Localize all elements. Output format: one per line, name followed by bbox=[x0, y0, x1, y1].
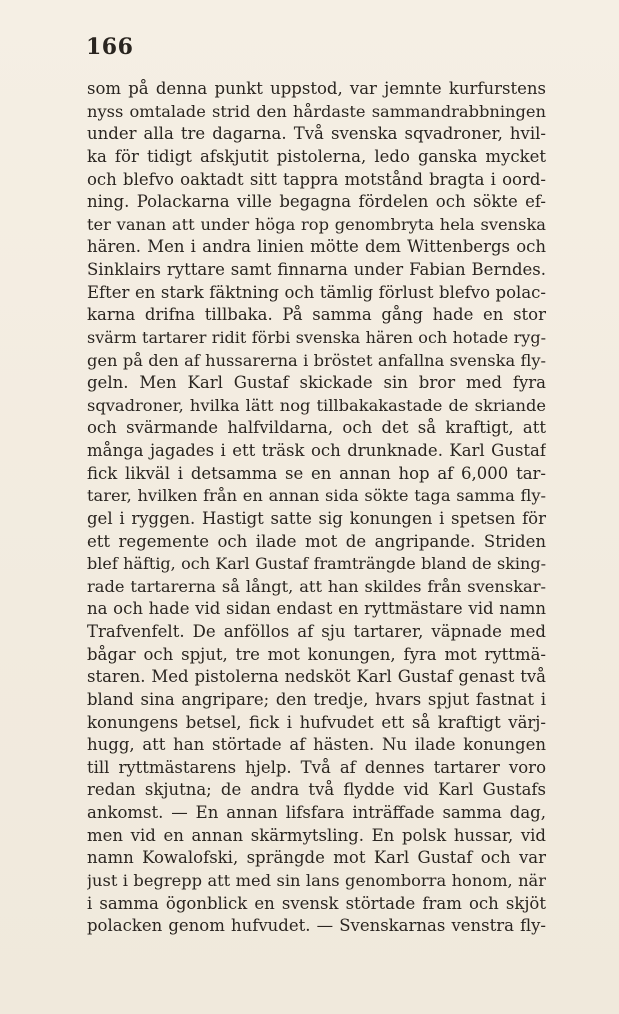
text-line: namn Kowalofski, sprängde mot Karl Gustaf och var bbox=[87, 848, 546, 868]
text-line: ett regemente och ilade mot de angripande. Striden bbox=[87, 531, 546, 551]
text-line: Sinklairs ryttare samt finnarna under Fabian Berndes. bbox=[87, 260, 546, 279]
text-line: och svärmande halfvildarna, och det så kraftigt, att bbox=[87, 418, 546, 438]
text-line: tarer, hvilken från en annan sida sökte taga samma fly- bbox=[87, 486, 546, 506]
text-line: som på denna punkt uppstod, var jemnte kurfurstens bbox=[87, 79, 546, 98]
text-line: ka för tidigt afskjutit pistolerna, ledo ganska mycket bbox=[87, 146, 546, 166]
text-line: svärm tartarer ridit förbi svenska hären och hotade ryg- bbox=[87, 327, 546, 347]
text-line: konungens betsel, fick i hufvudet ett så kraftigt värj- bbox=[87, 712, 546, 732]
text-line: polacken genom hufvudet. — Svenskarnas venstra fly- bbox=[87, 916, 546, 936]
text-line: Efter en stark fäktning och tämlig förlust blefvo polac- bbox=[87, 282, 546, 302]
page-number: 166 bbox=[86, 34, 134, 60]
text-line: bågar och spjut, tre mot konungen, fyra mot ryttmä- bbox=[87, 644, 546, 664]
text-line: och blefvo oaktadt sitt tappra motstånd bragta i oord- bbox=[87, 169, 546, 189]
text-line: nyss omtalade strid den hårdaste sammandrabbningen bbox=[87, 101, 546, 121]
text-line: sqvadroner, hvilka lätt nog tillbakakastade de skriande bbox=[87, 395, 546, 415]
text-line: just i begrepp att med sin lans genomborra honom, när bbox=[87, 870, 546, 890]
text-line: till ryttmästarens hjelp. Två af dennes tartarer voro bbox=[87, 757, 546, 777]
text-line: rade tartarerna så långt, att han skildes från svenskar- bbox=[87, 576, 546, 596]
text-line: men vid en annan skärmytsling. En polsk hussar, vid bbox=[87, 825, 546, 845]
text-line: många jagades i ett träsk och drunknade. Karl Gustaf bbox=[87, 441, 546, 460]
text-line: karna drifna tillbaka. På samma gång hade en stor bbox=[87, 305, 546, 325]
text-line: i samma ögonblick en svensk störtade fram och skjöt bbox=[87, 893, 546, 913]
text-line: under alla tre dagarna. Två svenska sqvadroner, hvil- bbox=[87, 124, 546, 144]
text-line: na och hade vid sidan endast en ryttmästare vid namn bbox=[87, 599, 546, 619]
text-line: gen på den af hussarerna i bröstet anfallna svenska fly- bbox=[87, 350, 546, 370]
text-line: ter vanan att under höga rop genombryta hela svenska bbox=[87, 214, 546, 234]
text-line: ankomst. — En annan lifsfara inträffade samma dag, bbox=[87, 803, 546, 822]
text-line: staren. Med pistolerna nedsköt Karl Gustaf genast två bbox=[87, 667, 546, 687]
text-line: ning. Polackarna ville begagna fördelen och sökte ef- bbox=[87, 192, 546, 212]
text-line: blef häftig, och Karl Gustaf framträngde bland de sking- bbox=[87, 554, 546, 574]
text-line: hugg, att han störtade af hästen. Nu ilade konungen bbox=[87, 735, 546, 755]
text-line: gel i ryggen. Hastigt satte sig konungen i spetsen för bbox=[87, 508, 546, 528]
text-line: fick likväl i detsamma se en annan hop af 6,000 tar- bbox=[87, 463, 546, 483]
text-line: hären. Men i andra linien mötte dem Wittenbergs och bbox=[87, 237, 546, 257]
text-line: Trafvenfelt. De anföllos af sju tartarer, väpnade med bbox=[87, 622, 546, 641]
text-line: redan skjutna; de andra två flydde vid Karl Gustafs bbox=[87, 780, 546, 800]
text-line: geln. Men Karl Gustaf skickade sin bror med fyra bbox=[87, 373, 546, 393]
body-text bbox=[87, 78, 546, 938]
text-line: bland sina angripare; den tredje, hvars spjut fastnat i bbox=[87, 689, 546, 709]
